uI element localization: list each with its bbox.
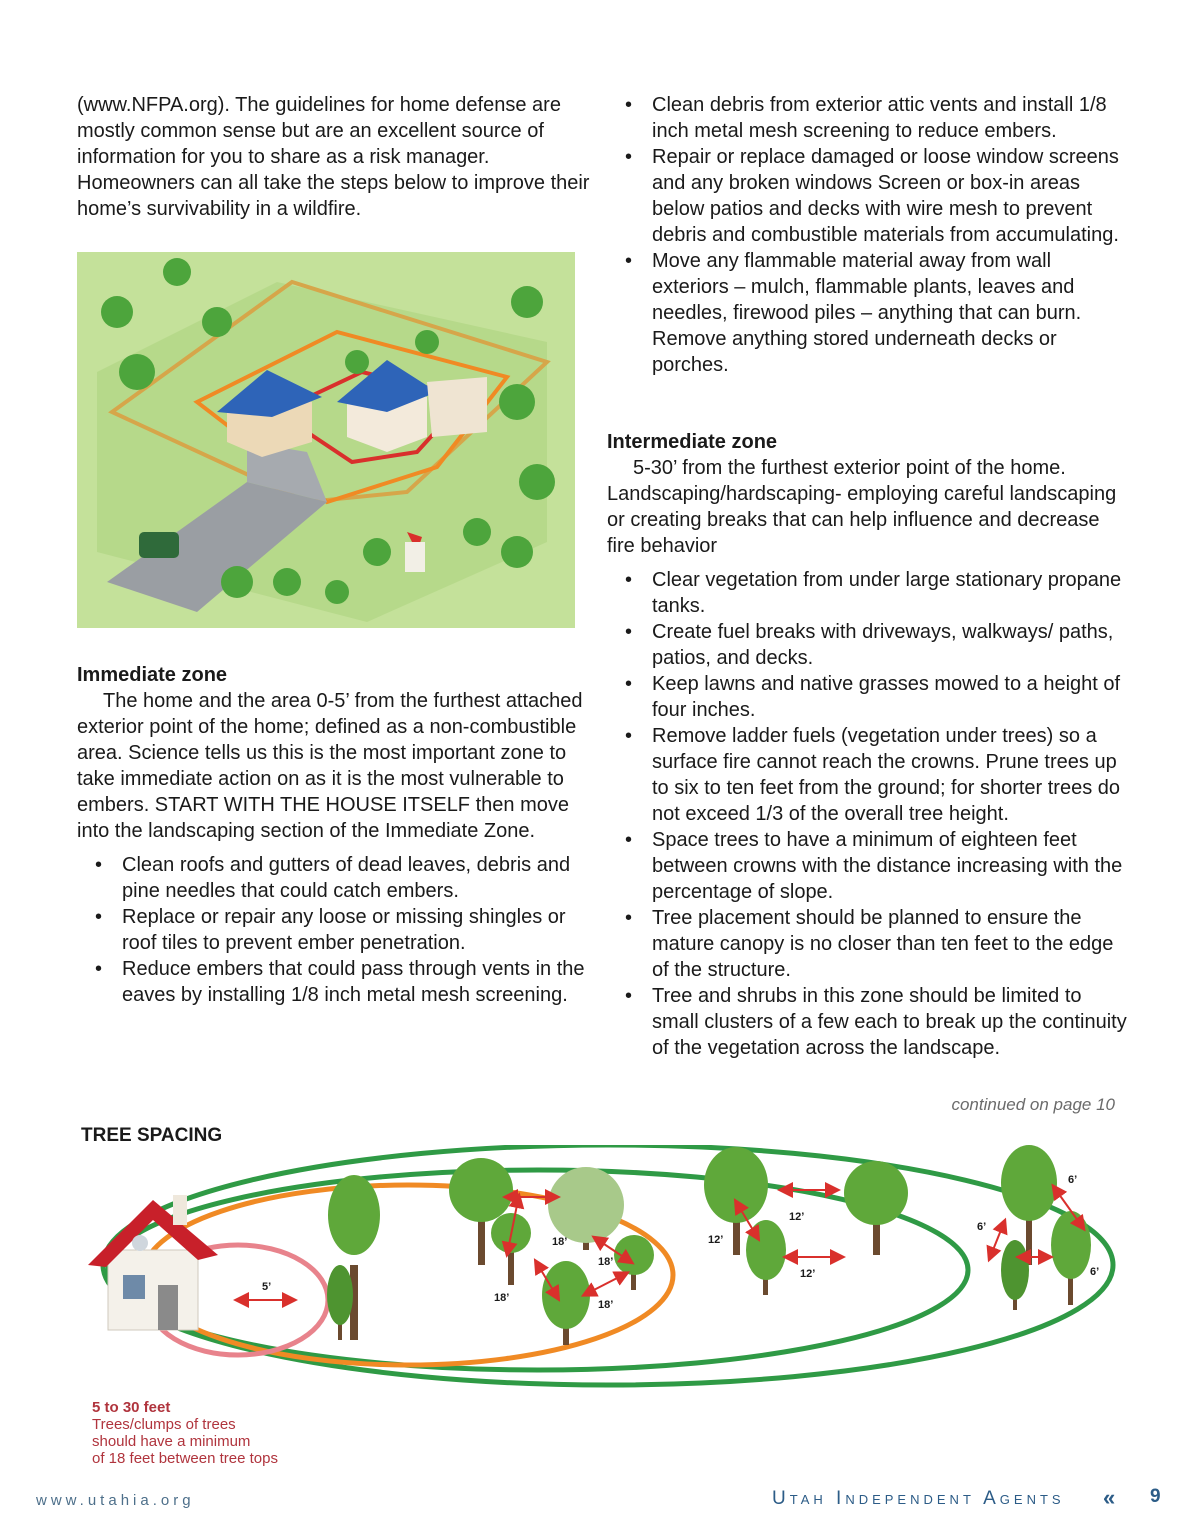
footer-url[interactable]: www.utahia.org (36, 1492, 195, 1509)
immediate-zone-list-continued (607, 92, 1127, 378)
spacing-label: 18’ (598, 1256, 614, 1268)
spacing-arrow (588, 1275, 623, 1293)
caption-title: 5 to 30 feet (92, 1399, 171, 1416)
spacing-label: 12’ (789, 1211, 805, 1223)
tree-icon (491, 1213, 531, 1285)
tree-icon (1001, 1240, 1029, 1310)
spacing-arrow (991, 1225, 1003, 1255)
house-icon (88, 1195, 218, 1330)
immediate-zone-body: The home and the area 0-5’ from the furthest attached exterior point of the home; defined as a non-combustible area. Science tells us this is the most important zone to take immediate action on as it is the most vulnerable to embers. START WITH THE HOUSE ITSELF then move into the landscaping section of the Immediate Zone. (77, 690, 583, 842)
spacing-label: 18’ (598, 1299, 614, 1311)
caption-line: should have a minimum (92, 1433, 251, 1450)
intro-paragraph: (www.NFPA.org). The guidelines for home defense are mostly common sense but are an excellent source of information for you to share as a risk manager. Homeowners can all take the steps below to improve their home’s survivability in a wildfire. (77, 94, 590, 220)
intermediate-zone-heading: Intermediate zone (607, 431, 778, 453)
list-item: • Create fuel breaks with driveways, walkways/ paths, patios, and decks. (607, 619, 1127, 671)
spacing-label: 12’ (708, 1234, 724, 1246)
list-item: • Repair or replace damaged or loose window screens and any broken windows Screen or box-in areas below patios and decks with wire mesh to prevent debris and combustible materials from accumulating. (607, 144, 1127, 248)
caption-line: Trees/clumps of trees (92, 1416, 236, 1433)
spacing-label: 5’ (262, 1281, 272, 1293)
list-item: • Keep lawns and native grasses mowed to a height of four inches. (607, 671, 1127, 723)
tree-spacing-caption (92, 1399, 278, 1467)
continued-note: continued on page 10 (951, 1095, 1115, 1114)
list-item: • Tree and shrubs in this zone should be limited to small clusters of a few each to break up the continuity of the vegetation across the landscape. (607, 983, 1127, 1061)
tree-icon (844, 1161, 908, 1255)
spacing-label: 6’ (1068, 1174, 1078, 1186)
immediate-zone-heading: Immediate zone (77, 664, 228, 686)
tree-icon (746, 1220, 786, 1295)
spacing-label: 12’ (800, 1268, 816, 1280)
tree-icon (327, 1265, 353, 1340)
immediate-zone-list (77, 852, 592, 1008)
page-number: 9 (1150, 1486, 1161, 1507)
list-item: • Space trees to have a minimum of eighteen feet between crowns with the distance increasing with the percentage of slope. (607, 827, 1127, 905)
tree-spacing-title: TREE SPACING (81, 1125, 223, 1146)
list-item: • Remove ladder fuels (vegetation under trees) so a surface fire cannot reach the crowns. Prune trees up to six to ten feet from the ground; for shorter trees do not exceed 1/3 of the overall tree height. (607, 723, 1127, 827)
chevron-left-icon: « (1103, 1485, 1116, 1510)
list-item: • Tree placement should be planned to ensure the mature canopy is no closer than ten feet to the edge of the structure. (607, 905, 1127, 983)
list-item: • Move any flammable material away from wall exteriors – mulch, flammable plants, leaves and needles, firewood piles – anything that can burn. Remove anything stored underneath decks or porches. (607, 248, 1127, 378)
tree-icon (542, 1261, 590, 1345)
caption-line: of 18 feet between tree tops (92, 1450, 278, 1467)
intermediate-zone-list (607, 567, 1127, 1061)
list-item: • Clean debris from exterior attic vents and install 1/8 inch metal mesh screening to reduce embers. (607, 92, 1127, 144)
list-item: • Reduce embers that could pass through vents in the eaves by installing 1/8 inch metal mesh screening. (77, 956, 592, 1008)
list-item: • Clear vegetation from under large stationary propane tanks. (607, 567, 1127, 619)
immediate-zone-section (77, 662, 592, 1008)
left-column (77, 92, 592, 222)
footer-brand: Utah Independent Agents (772, 1488, 1065, 1509)
spacing-label: 18’ (552, 1236, 568, 1248)
list-item: • Replace or repair any loose or missing shingles or roof tiles to prevent ember penetration. (77, 904, 592, 956)
spacing-label: 6’ (977, 1221, 987, 1233)
zone-ring-middle (108, 1170, 968, 1370)
right-column (607, 92, 1127, 378)
tree-icon (614, 1235, 654, 1290)
spacing-label: 18’ (494, 1292, 510, 1304)
intermediate-zone-body: 5-30’ from the furthest exterior point of the home. Landscaping/hardscaping- employing careful landscaping or creating breaks that can help influence and decrease fire behavior (607, 457, 1117, 557)
spacing-label: 6’ (1090, 1266, 1100, 1278)
intermediate-zone-section (607, 429, 1127, 1061)
list-item: • Clean roofs and gutters of dead leaves, debris and pine needles that could catch embers. (77, 852, 592, 904)
tree-icon (1051, 1211, 1091, 1305)
tree-spacing-diagram (78, 1145, 1138, 1405)
home-ignition-zone-illustration (77, 252, 575, 628)
